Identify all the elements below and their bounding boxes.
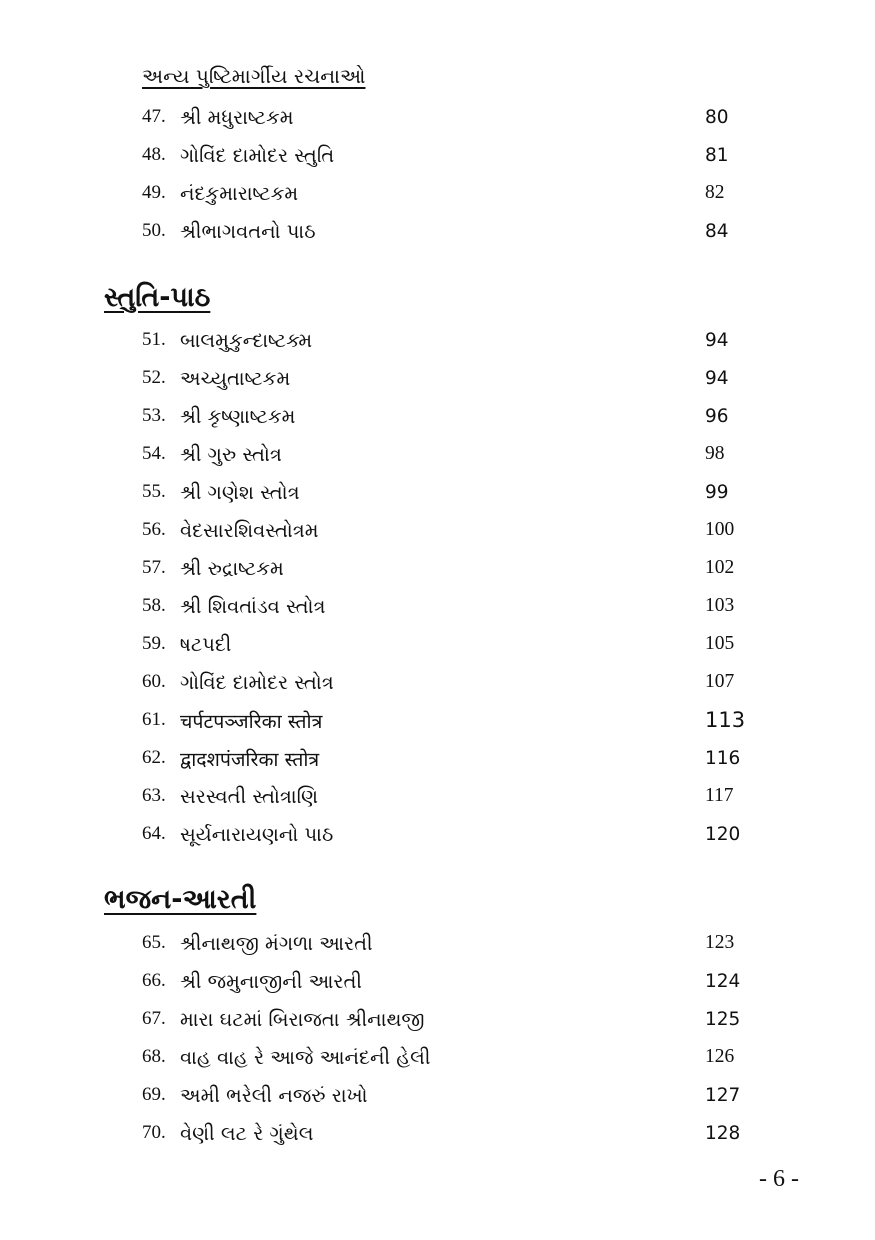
- entry-title: ષટપદી: [180, 632, 232, 656]
- entry-number: 51.: [142, 329, 166, 350]
- entry-page-number: 127: [705, 1084, 741, 1106]
- toc-entry[interactable]: [142, 962, 782, 1000]
- toc-entry[interactable]: [142, 98, 782, 136]
- entry-title: શ્રી ગણેશ સ્તોત્ર: [180, 480, 300, 504]
- entry-number: 59.: [142, 633, 166, 654]
- entry-number: 64.: [142, 823, 166, 844]
- entry-page-number: 117: [705, 785, 734, 806]
- entry-page-number: 102: [705, 557, 735, 578]
- toc-entry[interactable]: [142, 625, 782, 663]
- toc-entry[interactable]: [142, 815, 782, 853]
- toc-entry[interactable]: [142, 777, 782, 815]
- entry-title: શ્રી જમુનાજીની આરતી: [180, 969, 363, 993]
- entry-title: ગોવિંદ દામોદર સ્તોત્ર: [180, 670, 334, 694]
- entry-number: 50.: [142, 220, 166, 241]
- entry-number: 57.: [142, 557, 166, 578]
- entry-page-number: 126: [705, 1046, 735, 1067]
- entry-number: 52.: [142, 367, 166, 388]
- entry-title: શ્રીભાગવતનો પાઠ: [180, 219, 316, 243]
- toc-entry-list: [142, 98, 782, 250]
- entry-number: 65.: [142, 932, 166, 953]
- entry-page-number: 128: [705, 1122, 741, 1144]
- entry-page-number: 120: [705, 823, 741, 845]
- entry-page-number: 94: [705, 329, 729, 351]
- entry-title: શ્રી કૃષ્ણાષ્ટકમ: [180, 404, 296, 428]
- entry-number: 70.: [142, 1122, 166, 1143]
- toc-entry[interactable]: [142, 136, 782, 174]
- entry-number: 66.: [142, 970, 166, 991]
- toc-entry[interactable]: [142, 397, 782, 435]
- entry-title: અચ્યુતાષ્ટકમ: [180, 366, 291, 390]
- toc-entry[interactable]: [142, 473, 782, 511]
- entry-number: 67.: [142, 1008, 166, 1029]
- toc-entry[interactable]: [142, 1114, 782, 1152]
- entry-page-number: 103: [705, 595, 735, 616]
- entry-number: 69.: [142, 1084, 166, 1105]
- toc-entry[interactable]: [142, 212, 782, 250]
- entry-page-number: 107: [705, 671, 735, 692]
- entry-number: 49.: [142, 182, 166, 203]
- entry-page-number: 99: [705, 481, 729, 503]
- entry-page-number: 100: [705, 519, 735, 540]
- toc-entry[interactable]: [142, 587, 782, 625]
- toc-entry[interactable]: [142, 321, 782, 359]
- entry-number: 55.: [142, 481, 166, 502]
- entry-page-number: 80: [705, 106, 729, 128]
- entry-page-number: 84: [705, 220, 729, 242]
- entry-title: અમી ભરેલી નજરું રાખો: [180, 1083, 368, 1107]
- toc-entry[interactable]: [142, 1038, 782, 1076]
- entry-title: શ્રી મધુરાષ્ટકમ: [180, 105, 294, 129]
- entry-number: 48.: [142, 144, 166, 165]
- entry-title: વેણી લટ રે ગુંથેલ: [180, 1121, 314, 1145]
- entry-number: 56.: [142, 519, 166, 540]
- entry-title: શ્રી ગુરુ સ્તોત્ર: [180, 442, 282, 466]
- toc-entry-list: [142, 924, 782, 1152]
- entry-number: 58.: [142, 595, 166, 616]
- entry-number: 61.: [142, 709, 166, 730]
- toc-entry[interactable]: [142, 1000, 782, 1038]
- entry-page-number: 81: [705, 144, 729, 166]
- entry-title: વાહ વાહ રે આજે આનંદની હેલી: [180, 1045, 431, 1069]
- toc-entry[interactable]: [142, 1076, 782, 1114]
- entry-number: 60.: [142, 671, 166, 692]
- entry-page-number: 105: [705, 633, 735, 654]
- entry-page-number: 94: [705, 367, 729, 389]
- subsection-heading: અન્ય પુષ્ટિમાર્ગીય રચનાઓ: [142, 64, 366, 88]
- toc-entry[interactable]: [142, 174, 782, 212]
- toc-entry[interactable]: [142, 511, 782, 549]
- section-title-bhajan-aarti: ભજન-આરતી: [104, 884, 257, 915]
- entry-number: 68.: [142, 1046, 166, 1067]
- entry-title: શ્રી શિવતાંડવ સ્તોત્ર: [180, 594, 326, 618]
- entry-title: બાલમુકુન્દાષ્ટક્મ: [180, 328, 313, 352]
- entry-title: द्वादशपंजरिका स्तोत्र: [180, 747, 320, 771]
- toc-entry[interactable]: [142, 435, 782, 473]
- entry-title: चर्पटपञ्जरिका स्तोत्र: [180, 709, 323, 733]
- toc-entry[interactable]: [142, 924, 782, 962]
- entry-number: 47.: [142, 106, 166, 127]
- toc-entry[interactable]: [142, 549, 782, 587]
- entry-page-number: 124: [705, 970, 741, 992]
- entry-page-number: 113: [705, 708, 746, 732]
- toc-entry[interactable]: [142, 359, 782, 397]
- entry-page-number: 116: [705, 747, 741, 769]
- entry-number: 63.: [142, 785, 166, 806]
- page-number-footer: - 6 -: [759, 1166, 799, 1192]
- section-title-stuti-path: સ્તુતિ-પાઠ: [104, 282, 211, 313]
- entry-title: સૂર્યનારાયણનો પાઠ: [180, 822, 334, 846]
- entry-title: નંદકુમારાષ્ટકમ: [180, 181, 299, 205]
- entry-number: 53.: [142, 405, 166, 426]
- entry-title: સરસ્વતી સ્તોત્રાણિ: [180, 784, 319, 808]
- entry-title: શ્રી રુદ્રાષ્ટકમ: [180, 556, 284, 580]
- entry-page-number: 125: [705, 1008, 741, 1030]
- toc-entry-list: [142, 321, 782, 853]
- toc-entry[interactable]: [142, 739, 782, 777]
- toc-entry[interactable]: [142, 701, 782, 739]
- entry-title: વેદસારશિવસ્તોત્રમ: [180, 518, 319, 542]
- entry-page-number: 96: [705, 405, 729, 427]
- entry-page-number: 123: [705, 932, 735, 953]
- entry-page-number: 98: [705, 443, 725, 464]
- toc-entry[interactable]: [142, 663, 782, 701]
- entry-title: ગોવિંદ દામોદર સ્તુતિ: [180, 143, 335, 167]
- entry-number: 62.: [142, 747, 166, 768]
- entry-title: મારા ઘટમાં બિરાજતા શ્રીનાથજી: [180, 1007, 425, 1031]
- entry-page-number: 82: [705, 182, 725, 203]
- entry-title: શ્રીનાથજી મંગળા આરતી: [180, 931, 373, 955]
- entry-number: 54.: [142, 443, 166, 464]
